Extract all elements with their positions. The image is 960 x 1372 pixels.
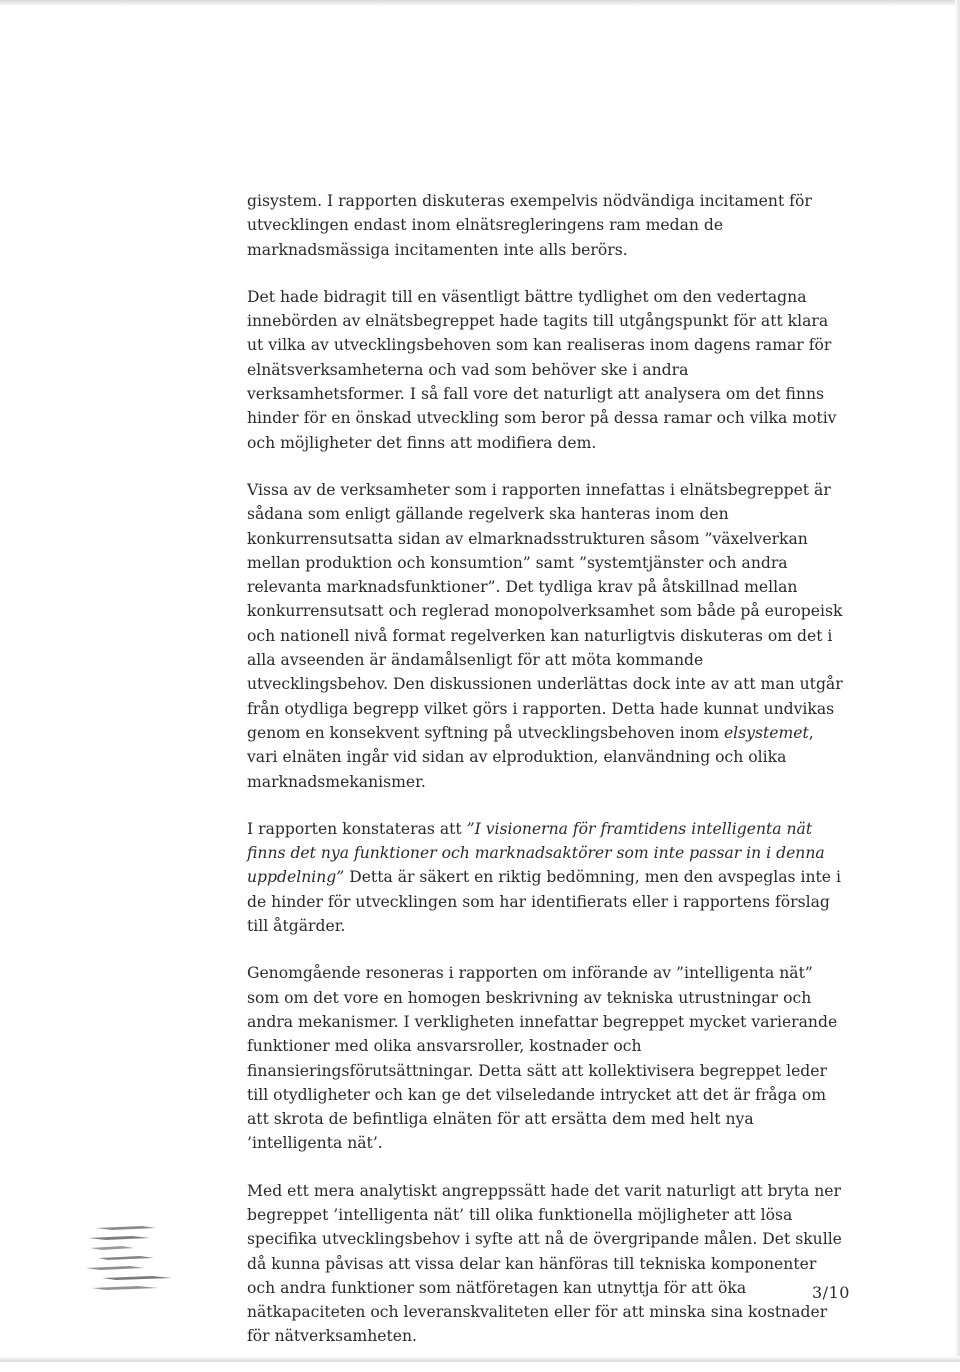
text-run: Detta är säkert en riktig bedömning, men den avspeglas inte i de hinder för utvecklingen som har identifierats eller i rapportens förslag till åtgärder.	[247, 868, 841, 936]
text-run: Vissa av de verksamheter som i rapporten innefattas i elnätsbegreppet är sådana som enligt gällande regelverk ska hanteras inom den konkurrensutsatta sidan av elmarknadsstrukturen såsom ”växelverkan mellan produktion och konsumtion” samt ”systemtjänster och andra relevanta marknadsfunktioner”. Det tydliga krav på åtskillnad mellan konkurrensutsatt och reglerad monopolverksamhet som både på europeisk och nationell nivå format regelverken kan naturligtvis diskuteras om det i alla avseenden är ändamålsenligt för att möta kommande utvecklingsbehov. Den diskussionen underlättas dock inte av att man utgår från otydliga begrepp vilket görs i rapporten. Detta hade kunnat undvikas genom en konsekvent syftning på utvecklingsbehoven inom	[247, 480, 843, 742]
page-number: 3/10	[812, 1283, 850, 1302]
scan-top-edge	[0, 0, 960, 6]
paragraph	[247, 189, 847, 262]
document-body	[247, 189, 847, 1372]
text-run: Med ett mera analytiskt angreppssätt hade det varit naturligt att bryta ner begreppet ’intelligenta nät’ till olika funktionella möjligheter att lösa specifika utvecklingsbehov i syfte att nå de övergripande målen. Det skulle då kunna påvisas att vissa delar kan hänföras till tekniska komponenter och andra funktioner som nätföretagen kan utnyttja för att öka nätkapaciteten och leveranskvaliteten eller för att minska sina kostnader för nätverksamheten.	[247, 1181, 842, 1346]
scan-right-edge	[955, 0, 960, 1362]
paragraph	[247, 1179, 847, 1349]
company-logo-icon	[82, 1224, 176, 1304]
text-run: Det hade bidragit till en väsentligt bättre tydlighet om den vedertagna innebörden av elnätsbegreppet hade tagits till utgångspunkt för att klara ut vilka av utvecklingsbehoven som kan realiseras inom dagens ramar för elnätsverksamheterna och vad som behöver ske i andra verksamhetsformer. I så fall vore det naturligt att analysera om det finns hinder för en önskad utveckling som beror på dessa ramar och vilka motiv och möjligheter det finns att modifiera dem.	[247, 287, 837, 452]
text-run: I rapporten konstateras att	[247, 819, 467, 838]
italic-text: elsystemet	[723, 723, 809, 742]
text-run: gisystem. I rapporten diskuteras exempelvis nödvändiga incitament för utvecklingen endast inom elnätsregleringens ram medan de marknadsmässiga incitamenten inte alls berörs.	[247, 192, 812, 259]
paragraph	[247, 817, 847, 938]
scan-bottom-edge	[0, 1356, 960, 1362]
italic-text: ”I visionerna för framtidens intelligenta nät finns det nya funktioner och marknadsaktörer som inte passar in i denna uppdelning”	[247, 819, 825, 887]
paragraph	[247, 961, 847, 1155]
text-run: Genomgående resoneras i rapporten om införande av ”intelligenta nät” som om det vore en homogen beskrivning av tekniska utrustningar och andra mekanismer. I verkligheten innefattar begreppet mycket varierande funktioner med olika ansvarsroller, kostnader och finansieringsförutsättningar. Detta sätt att kollektivisera begreppet leder till otydligheter och kan ge det vilseledande intrycket att det är fråga om att skrota de befintliga elnäten för att ersätta dem med helt nya ’intelligenta nät’.	[247, 964, 838, 1153]
text-run: , vari elnäten ingår vid sidan av elproduktion, elanvändning och olika marknadsmekanismer.	[247, 723, 814, 791]
paragraph	[247, 478, 847, 794]
paragraph	[247, 285, 847, 455]
